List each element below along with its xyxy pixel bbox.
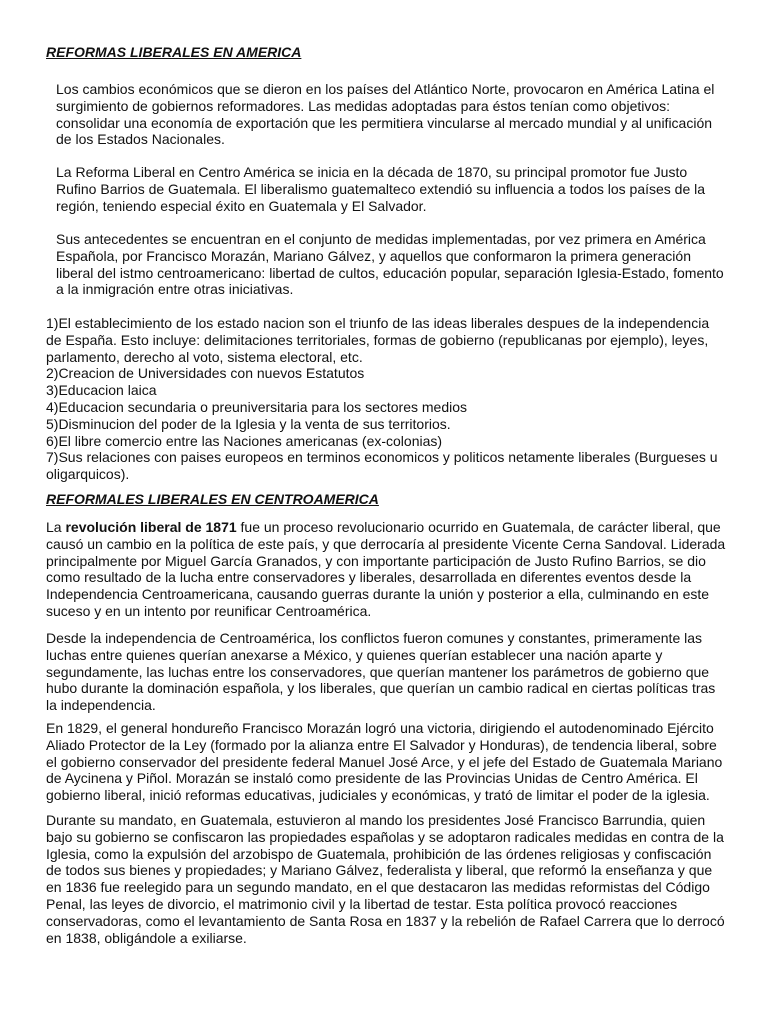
body-paragraph: Durante su mandato, en Guatemala, estuvieron al mando los presidentes José Francisco Barrundia, quien bajo su gobierno se confiscaron las propiedades españolas y se adoptaron radicales medidas en contra de la Iglesia, como la expulsión del arzobispo de Guatemala, prohibición de las órdenes religiosas y confiscación de todos sus bienes y propiedades; y Mariano Gálvez, federalista y liberal, que reformó la enseñanza y que en 1836 fue reelegido para un segundo mandato, en el que destacaron las medidas reformistas del Código Penal, las leyes de divorcio, el matrimonio civil y la libertad de testar. Esta política provocó reacciones conservadoras, como el levantamiento de Santa Rosa en 1837 y la rebelión de Rafael Carrera que lo derrocó en 1838, obligándole a exiliarse. (46, 812, 725, 946)
body-paragraph: En 1829, el general hondureño Francisco Morazán logró una victoria, dirigiendo el autodenominado Ejército Aliado Protector de la Ley (formado por la alianza entre El Salvador y Honduras), de tendencia liberal, sobre el gobierno conservador del presidente federal Manuel José Arce, y el jefe del Estado de Guatemala Mariano de Aycinena y Piñol. Morazán se instaló como presidente de las Provincias Unidas de Centro América. El gobierno liberal, inició reformas educativas, judiciales y económicas, y trató de limitar el poder de la iglesia. (46, 720, 723, 804)
body-paragraph (46, 519, 726, 620)
intro-paragraph: La Reforma Liberal en Centro América se inicia en la década de 1870, su principal promotor fue Justo Rufino Barrios de Guatemala. El liberalismo guatemalteco extendió su influencia a todos los países de la región, teniendo especial éxito en Guatemala y El Salvador. (56, 164, 706, 214)
reform-list (46, 315, 726, 483)
list-item: 2)Creacion de Universidades con nuevos Estatutos (46, 365, 365, 382)
body-paragraph: Desde la independencia de Centroamérica, los conflictos fueron comunes y constantes, primeramente las luchas entre quienes querían anexarse a México, y quienes querían establecer una nación aparte y segundamente, las luchas entre los conservadores, que querían mantener los parámetros de gobierno que hubo durante la dominación española, y los liberales, que querían un cambio radical en ciertas políticas tras la independencia. (46, 630, 716, 714)
list-item: 4)Educacion secundaria o preuniversitaria para los sectores medios (46, 398, 467, 415)
body-text: fue un proceso revolucionario ocurrido en Guatemala, de carácter liberal, que causó un cambio en la política de este país, y que derrocaría al presidente Vicente Cerna Sandoval. Liderada principalmente por Miguel García Granados, y con importante participación de Justo Rufino Barrios, se dio como resultado de la lucha entre conservadores y liberales, desarrollada en diferentes eventos desde la Independencia Centroamericana, causando guerras durante la unión y posterior a ella, culminando en este suceso y en un intento por reunificar Centroamérica. (46, 519, 726, 619)
list-item: 7)Sus relaciones con paises europeos en terminos economicos y politicos netamente liberales (Burgueses u oligarquicos). (46, 449, 718, 483)
intro-paragraph: Sus antecedentes se encuentran en el conjunto de medidas implementadas, por vez primera en América Española, por Francisco Morazán, Mariano Gálvez, y aquellos que conformaron la primera generación liberal del istmo centroamericano: libertad de cultos, educación popular, separación Iglesia-Estado, fomento a la inmigración entre otras iniciativas. (56, 231, 724, 298)
bold-phrase: revolución liberal de 1871 (65, 519, 237, 535)
list-item: 3)Educacion laica (46, 382, 157, 399)
section-heading-reformales-centroamerica: REFORMALES LIBERALES EN CENTROAMERICA (46, 491, 379, 507)
body-text: La (46, 519, 66, 535)
list-item: 6)El libre comercio entre las Naciones americanas (ex-colonias) (46, 432, 443, 449)
intro-paragraph: Los cambios económicos que se dieron en los países del Atlántico Norte, provocaron en América Latina el surgimiento de gobiernos reformadores. Las medidas adoptadas para éstos tenían como objetivos: consolidar una economía de exportación que les permitiera vincularse al mercado mundial y al unificación de los Estados Nacionales. (56, 81, 715, 148)
section-heading-reformas-america: REFORMAS LIBERALES EN AMERICA (46, 44, 302, 60)
list-item: 5)Disminucion del poder de la Iglesia y la venta de sus territorios. (46, 415, 451, 432)
list-item: 1)El establecimiento de los estado nacion son el triunfo de las ideas liberales despues de la independencia de España. Esto incluye: delimitaciones territoriales, formas de gobierno (republicanas por ejemplo), leyes, parlamento, derecho al voto, sistema electoral, etc. (46, 315, 710, 365)
